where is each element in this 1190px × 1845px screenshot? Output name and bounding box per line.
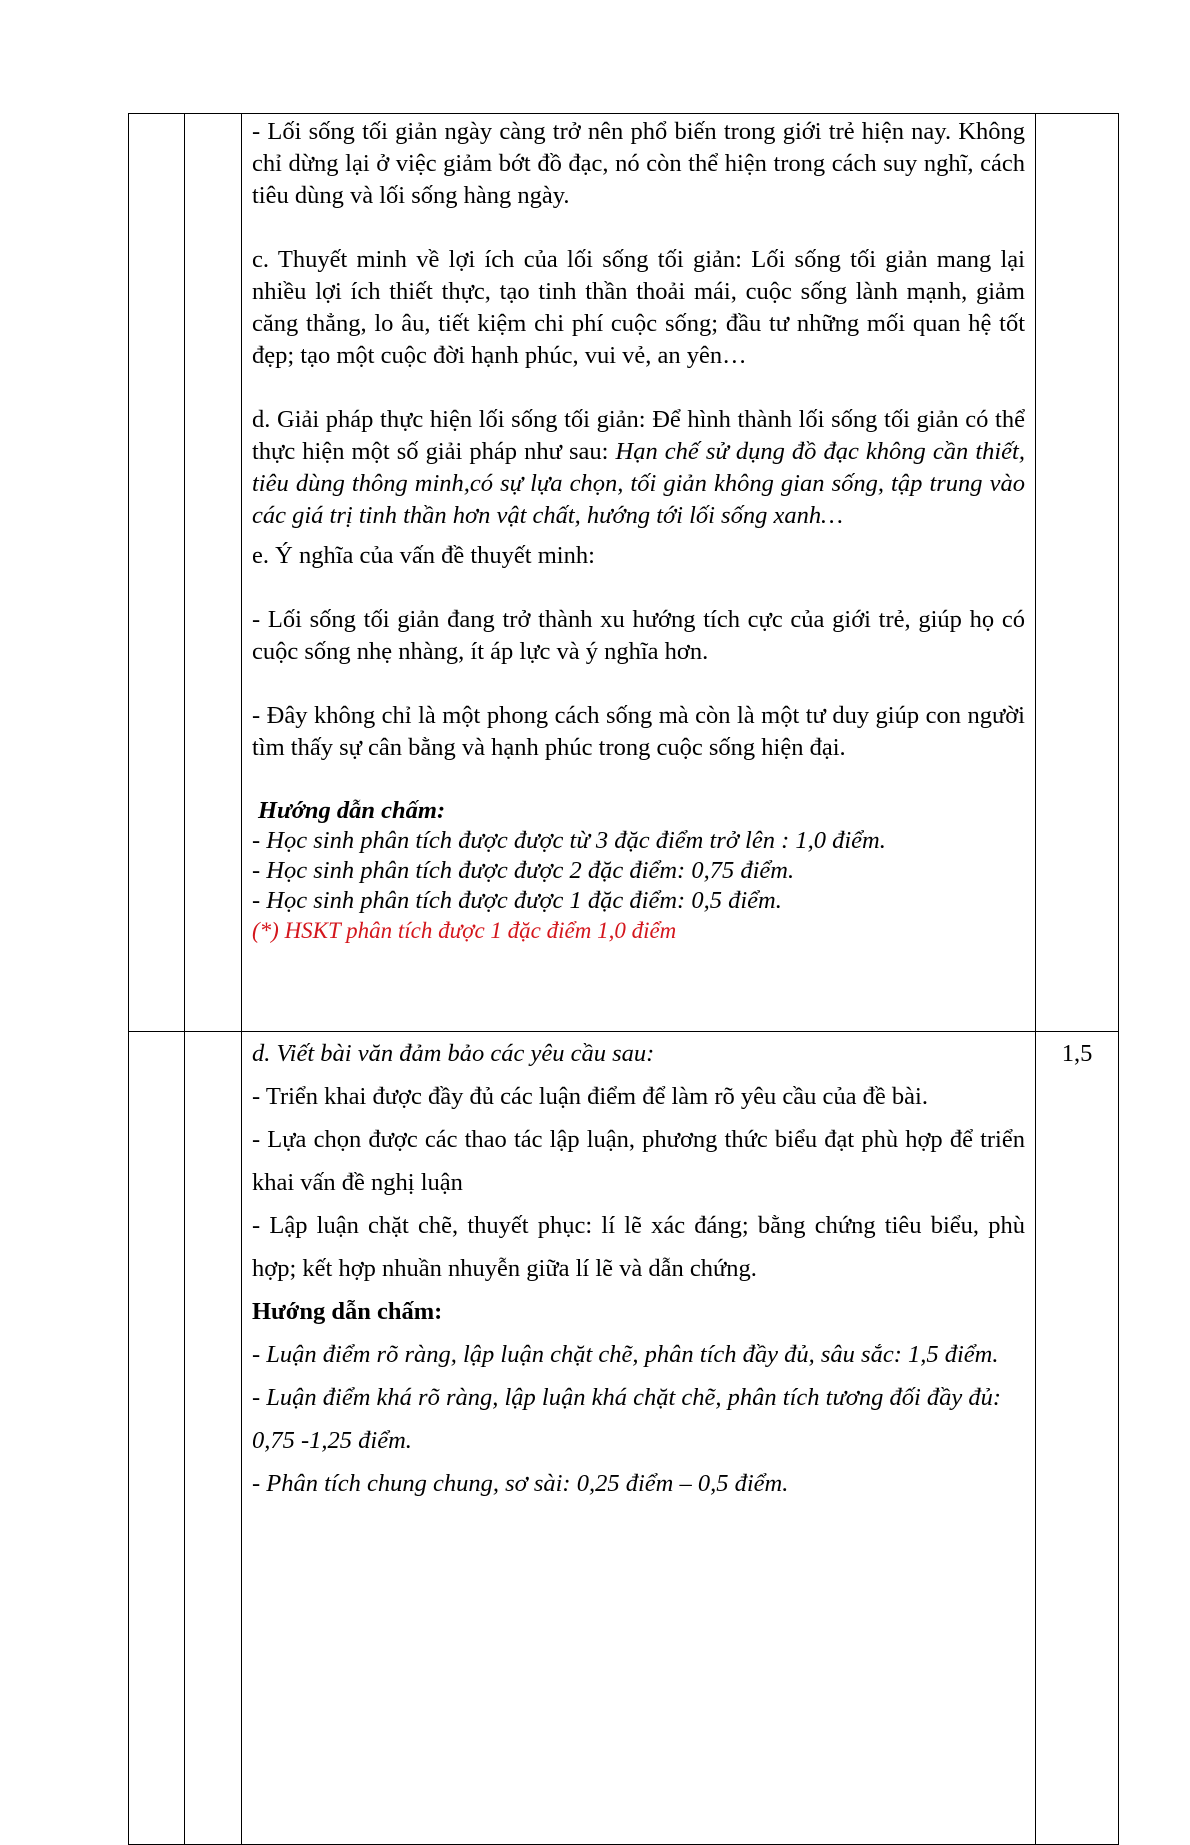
requirements-heading: d. Viết bài văn đảm bảo các yêu cầu sau: <box>252 1040 655 1067</box>
score-value: 1,5 <box>1036 1032 1119 1845</box>
requirement-item: - Triển khai được đầy đủ các luận điểm để làm rõ yêu cầu của đề bài. <box>252 1083 928 1110</box>
grading-guide-item: - Học sinh phân tích được được 2 đặc điểm: 0,75 điểm. <box>252 857 795 884</box>
paragraph-solutions <box>252 404 1025 532</box>
cell-part <box>129 1032 185 1845</box>
paragraph-intro: - Lối sống tối giản ngày càng trở nên phổ biến trong giới trẻ hiện nay. Không chỉ dừng lại ở việc giảm bớt đồ đạc, nó còn thể hiện trong cách suy nghĩ, cách tiêu dùng và lối sống hàng ngày. <box>252 118 1025 209</box>
requirement-item: - Lựa chọn được các thao tác lập luận, phương thức biểu đạt phù hợp để triển khai vấn đề nghị luận <box>252 1126 1025 1196</box>
grading-guide-item: - Học sinh phân tích được được 1 đặc điểm: 0,5 điểm. <box>252 887 782 914</box>
table-row <box>129 114 1119 1032</box>
special-needs-note: (*) HSKT phân tích được 1 đặc điểm 1,0 điểm <box>252 918 677 943</box>
grading-guide-item: - Luận điểm khá rõ ràng, lập luận khá chặt chẽ, phân tích tương đối đầy đủ: 0,75 -1,25 điểm. <box>252 1384 1002 1454</box>
grading-guide-title: Hướng dẫn chấm: <box>252 1298 443 1325</box>
solutions-lead: d. Giải pháp thực hiện lối sống tối giản: Để hình thành lối sống tối giản có thể thực hiện một số giải pháp như sau: <box>252 406 1025 465</box>
cell-content <box>242 1032 1036 1845</box>
cell-question <box>185 114 242 1032</box>
paragraph-meaning-1: - Lối sống tối giản đang trở thành xu hướng tích cực của giới trẻ, giúp họ có cuộc sống nhẹ nhàng, ít áp lực và ý nghĩa hơn. <box>252 606 1025 665</box>
cell-part <box>129 114 185 1032</box>
grading-guide-item: - Phân tích chung chung, sơ sài: 0,25 điểm – 0,5 điểm. <box>252 1470 789 1497</box>
solutions-list: Hạn chế sử dụng đồ đạc không cần thiết, tiêu dùng thông minh,có sự lựa chọn, tối giản không gian sống, tập trung vào các giá trị tinh thần hơn vật chất, hướng tới lối sống xanh… <box>252 438 1025 529</box>
requirement-item: - Lập luận chặt chẽ, thuyết phục: lí lẽ xác đáng; bằng chứng tiêu biểu, phù hợp; kết hợp nhuần nhuyễn giữa lí lẽ và dẫn chứng. <box>252 1212 1025 1282</box>
cell-content <box>242 114 1036 1032</box>
paragraph-benefits: c. Thuyết minh về lợi ích của lối sống tối giản: Lối sống tối giản mang lại nhiều lợi ích thiết thực, tạo tinh thần thoải mái, cuộc sống lành mạnh, giảm căng thẳng, lo âu, tiết kiệm chi phí cuộc sống; đầu tư những mối quan hệ tốt đẹp; tạo một cuộc đời hạnh phúc, vui vẻ, an yên… <box>252 246 1025 369</box>
grading-guide-item: - Luận điểm rõ ràng, lập luận chặt chẽ, phân tích đầy đủ, sâu sắc: 1,5 điểm. <box>252 1341 999 1368</box>
grading-table <box>128 113 1119 1845</box>
grading-guide-title: Hướng dẫn chấm: <box>258 797 446 824</box>
cell-score <box>1036 114 1119 1032</box>
grading-guide-item: - Học sinh phân tích được được từ 3 đặc điểm trở lên : 1,0 điểm. <box>252 827 886 854</box>
grading-guide <box>252 796 1025 946</box>
paragraph-meaning-2: - Đây không chỉ là một phong cách sống mà còn là một tư duy giúp con người tìm thấy sự cân bằng và hạnh phúc trong cuộc sống hiện đại. <box>252 702 1025 761</box>
table-row <box>129 1032 1119 1845</box>
paragraph-meaning-heading: e. Ý nghĩa của vấn đề thuyết minh: <box>252 542 595 569</box>
cell-question <box>185 1032 242 1845</box>
